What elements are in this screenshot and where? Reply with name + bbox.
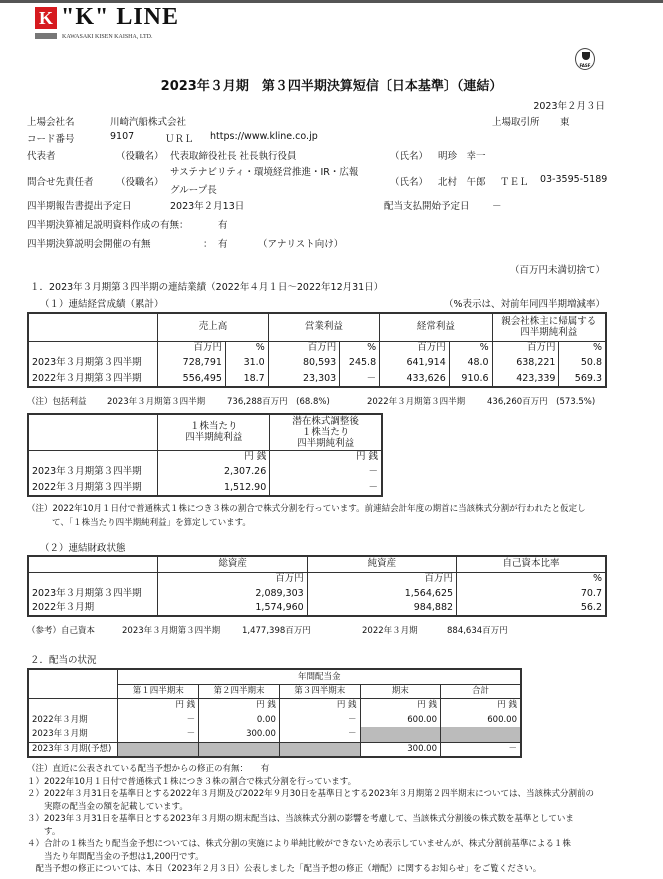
report-submit-date: 2023年２月13日 [170, 201, 245, 212]
url-link[interactable]: https://www.kline.co.jp [210, 131, 318, 142]
unit: 円 銭 [270, 450, 382, 464]
note-value: 884,634百万円 [447, 626, 508, 636]
contact-title-label: （役職名） [116, 177, 164, 188]
equity-ref-note [27, 625, 647, 638]
cell: 1,564,625 [307, 586, 456, 601]
table-row [28, 601, 606, 616]
row-label: 2023年３月期第３四半期 [28, 355, 158, 371]
unit: 百万円 [158, 341, 226, 355]
cell: － [118, 727, 199, 742]
note-period: 2023年３月期第３四半期 [122, 626, 221, 636]
cell: 23,303 [268, 371, 340, 387]
contact-name: 北村 午郎 [438, 177, 486, 188]
logo-name: "K" LINE [61, 4, 180, 30]
note-period: 2023年３月期第３四半期 [107, 397, 206, 407]
row-label: 2022年３月期第３四半期 [28, 371, 158, 387]
header-ordinary-income: 経常利益 [380, 313, 492, 341]
rep-label: 代表者 [27, 151, 56, 162]
contact-title-line2: グループ長 [170, 185, 217, 196]
shaded-cell [360, 727, 440, 742]
note-period: 2022年３月期第３四半期 [367, 397, 466, 407]
dividend-note: １）2022年10月１日付で普通株式１株につき３株の割合で株式分割を行っています。 [27, 776, 357, 787]
unit: % [457, 572, 606, 586]
cell: 300.00 [360, 742, 440, 757]
cell: － [270, 480, 382, 496]
tel-label: ＴＥＬ [500, 177, 529, 188]
header-year-end: 期末 [360, 684, 440, 698]
company-logo [35, 4, 185, 43]
unit: % [340, 341, 380, 355]
cell: 2,089,303 [158, 586, 307, 601]
header-q2: 第２四半期末 [199, 684, 280, 698]
brief-value: 有 [218, 239, 228, 250]
cell: 984,882 [307, 601, 456, 616]
rep-title: 代表取締役社長 社長執行役員 [170, 151, 297, 162]
rep-name-label: （氏名） [390, 151, 429, 162]
cell: 556,495 [158, 371, 226, 387]
contact-label: 問合せ先責任者 [27, 177, 94, 188]
comprehensive-income-note [27, 396, 647, 409]
fasf-badge-icon [575, 48, 595, 70]
exchange: 東 [560, 117, 570, 128]
header-total: 合計 [441, 684, 522, 698]
dividend-note: （注）直近に公表されている配当予想からの修正の有無： 有 [27, 764, 270, 774]
fasf-label: FASF [579, 63, 591, 68]
cell: － [118, 712, 199, 727]
cell: 245.8 [340, 355, 380, 371]
note-value: 436,260百万円 (573.5%) [487, 397, 596, 407]
cell: － [441, 742, 522, 757]
cell: 641,914 [380, 355, 450, 371]
document-title: 2023年３月期 第３四半期決算短信〔日本基準〕（連結） [160, 79, 503, 94]
unit: 円 銭 [158, 450, 270, 464]
rep-name: 明珍 幸一 [438, 151, 486, 162]
dividend-note: 実際の配当金の額を記載しています。 [27, 801, 188, 812]
contact-title-line1: サステナビリティ・環境経営推進・IR・広報 [170, 167, 359, 178]
header-net-income-1: 親会社株主に帰属する [501, 316, 597, 328]
section1-sub2: （２）連結財政状態 [40, 543, 126, 554]
table-row [28, 712, 521, 727]
note-value: 736,288百万円 (68.8%) [227, 397, 330, 407]
dividend-table [27, 668, 522, 758]
cell: 638,221 [492, 355, 559, 371]
section2-heading: ２．配当の状況 [30, 655, 97, 666]
section1-heading: １．2023年３月期第３四半期の連結業績（2022年４月１日～2022年12月31日） [30, 282, 384, 293]
cell: － [279, 727, 360, 742]
diluted-eps-header: 潜在株式調整後 [292, 415, 359, 427]
cell: 56.2 [457, 601, 606, 616]
supp-label: 四半期決算補足説明資料作成の有無： [27, 220, 189, 231]
report-date: 2023年２月３日 [533, 101, 605, 112]
company-name: 川崎汽船株式会社 [110, 117, 187, 128]
header-net-income [492, 313, 606, 341]
note-period: 2022年３月期 [362, 626, 418, 636]
unit: 百万円 [307, 572, 456, 586]
unit: % [225, 341, 268, 355]
dividend-note: ３）2023年３月31日を基準日とする2023年３月期の期末配当は、当該株式分割の影響を考慮して、当該株式分割後の株式数を基準としていま [27, 814, 574, 824]
section1-sub1: （１）連結経営成績（累計） [40, 299, 164, 310]
top-border [0, 0, 663, 3]
unit: 百万円 [492, 341, 559, 355]
shaded-cell [118, 742, 199, 757]
diluted-eps-header: １株当たり [301, 426, 350, 438]
row-label: 2023年３月期(予想) [28, 742, 118, 757]
table-row [28, 586, 606, 601]
cell: 728,791 [158, 355, 226, 371]
logo-subtitle: KAWASAKI KISEN KAISHA, LTD. [62, 34, 153, 40]
cell: 18.7 [225, 371, 268, 387]
dividend-note: す。 [27, 826, 61, 837]
eps-header: 四半期純利益 [185, 432, 243, 444]
unit: 百万円 [268, 341, 340, 355]
header-total-assets: 総資産 [158, 556, 307, 572]
unit: % [449, 341, 492, 355]
dividend-note: 配当予想の修正については、本日（2023年２月３日）公表しました「配当予想の修正（増配）に関するお知らせ」をご覧ください。 [27, 864, 542, 874]
rep-title-label: （役職名） [116, 151, 164, 162]
eps-header: １株当たり [189, 421, 238, 433]
report-date-label: 四半期報告書提出予定日 [27, 201, 132, 212]
brief-label: 四半期決算説明会開催の有無 [27, 239, 151, 250]
table-row [28, 464, 382, 480]
shaded-cell [199, 742, 280, 757]
eps-note-2: て、「１株当たり四半期純利益」を算定しています。 [52, 518, 251, 528]
unit: 円 銭 [360, 698, 440, 712]
div-start-label: 配当支払開始予定日 [384, 201, 470, 212]
table-row [28, 355, 606, 371]
note-label: （参考）自己資本 [27, 626, 96, 636]
tel: 03-3595-5189 [540, 174, 608, 185]
shaded-cell [441, 727, 522, 742]
cell: 80,593 [268, 355, 340, 371]
brief-note: （アナリスト向け） [258, 239, 344, 250]
unit: 百万円 [380, 341, 450, 355]
operating-results-table [27, 312, 607, 388]
note-value: 1,477,398百万円 [242, 626, 311, 636]
table-row [28, 727, 521, 742]
supp-value: 有 [218, 220, 228, 231]
logo-bar [35, 33, 57, 39]
cell: 2,307.26 [158, 464, 270, 480]
unit: % [559, 341, 606, 355]
unit: 円 銭 [118, 698, 199, 712]
row-label: 2023年３月期 [28, 727, 118, 742]
cell: 569.3 [559, 371, 606, 387]
header-net-income-2: 四半期純利益 [520, 327, 578, 339]
row-label: 2023年３月期第３四半期 [28, 586, 158, 601]
cell: 600.00 [360, 712, 440, 727]
cell: － [340, 371, 380, 387]
unit-note: （百万円未満切捨て） [509, 265, 605, 276]
shaded-cell [279, 742, 360, 757]
dividend-note: ４）合計の１株当たり配当金予想については、株式分割の実施により単純比較ができないため表示していませんが、株式分割前基準による１株 [27, 839, 571, 849]
row-label: 2022年３月期 [28, 712, 118, 727]
contact-name-label: （氏名） [390, 177, 429, 188]
header-q1: 第１四半期末 [118, 684, 199, 698]
cell: 300.00 [199, 727, 280, 742]
table-row [28, 742, 521, 757]
dividend-notes [27, 763, 594, 876]
cell: － [279, 712, 360, 727]
cell: 1,512.90 [158, 480, 270, 496]
row-label: 2022年３月期第３四半期 [28, 480, 158, 496]
dividend-note: 当たり年間配当金の予想は1,200円です。 [27, 851, 204, 862]
cell: 423,339 [492, 371, 559, 387]
eps-note-1: （注）2022年10月１日付で普通株式１株につき３株の割合で株式分割を行っています。前連結会計年度の期首に当該株式分割が行われたと仮定し [27, 504, 586, 514]
financial-position-table [27, 555, 607, 617]
exchange-label: 上場取引所 [492, 117, 540, 128]
cell: 70.7 [457, 586, 606, 601]
div-start: － [492, 201, 502, 212]
unit: 円 銭 [279, 698, 360, 712]
company-label: 上場会社名 [27, 117, 75, 128]
eps-table [27, 413, 383, 497]
code-label: コード番号 [27, 134, 75, 145]
code: 9107 [110, 131, 135, 142]
header-equity-ratio: 自己資本比率 [457, 556, 606, 572]
note-label: （注）包括利益 [27, 397, 87, 407]
cell: 50.8 [559, 355, 606, 371]
table-row [28, 480, 382, 496]
cell: 1,574,960 [158, 601, 307, 616]
unit: 円 銭 [441, 698, 522, 712]
cell: 48.0 [449, 355, 492, 371]
row-label: 2022年３月期 [28, 601, 158, 616]
cell: 0.00 [199, 712, 280, 727]
logo-mark: K [35, 7, 57, 29]
pct-note: （%表示は、対前年同四半期増減率） [443, 299, 605, 310]
header-sales: 売上高 [158, 313, 268, 341]
table-row [28, 371, 606, 387]
cell: 600.00 [441, 712, 522, 727]
brief-colon: ： [203, 239, 213, 250]
diluted-eps-header: 四半期純利益 [297, 437, 355, 449]
unit: 百万円 [158, 572, 307, 586]
header-operating-income: 営業利益 [268, 313, 379, 341]
annual-dividend-header: 年間配当金 [118, 669, 521, 684]
url-label: ＵＲＬ [165, 134, 194, 145]
dividend-note: ２）2022年３月31日を基準日とする2022年３月期及び2022年９月30日を基準日とする2023年３月期第２四半期末については、当該株式分割前の [27, 789, 594, 799]
cell: 910.6 [449, 371, 492, 387]
cell: 31.0 [225, 355, 268, 371]
row-label: 2023年３月期第３四半期 [28, 464, 158, 480]
unit: 円 銭 [199, 698, 280, 712]
cell: － [270, 464, 382, 480]
cell: 433,626 [380, 371, 450, 387]
header-q3: 第３四半期末 [279, 684, 360, 698]
header-net-assets: 純資産 [307, 556, 456, 572]
